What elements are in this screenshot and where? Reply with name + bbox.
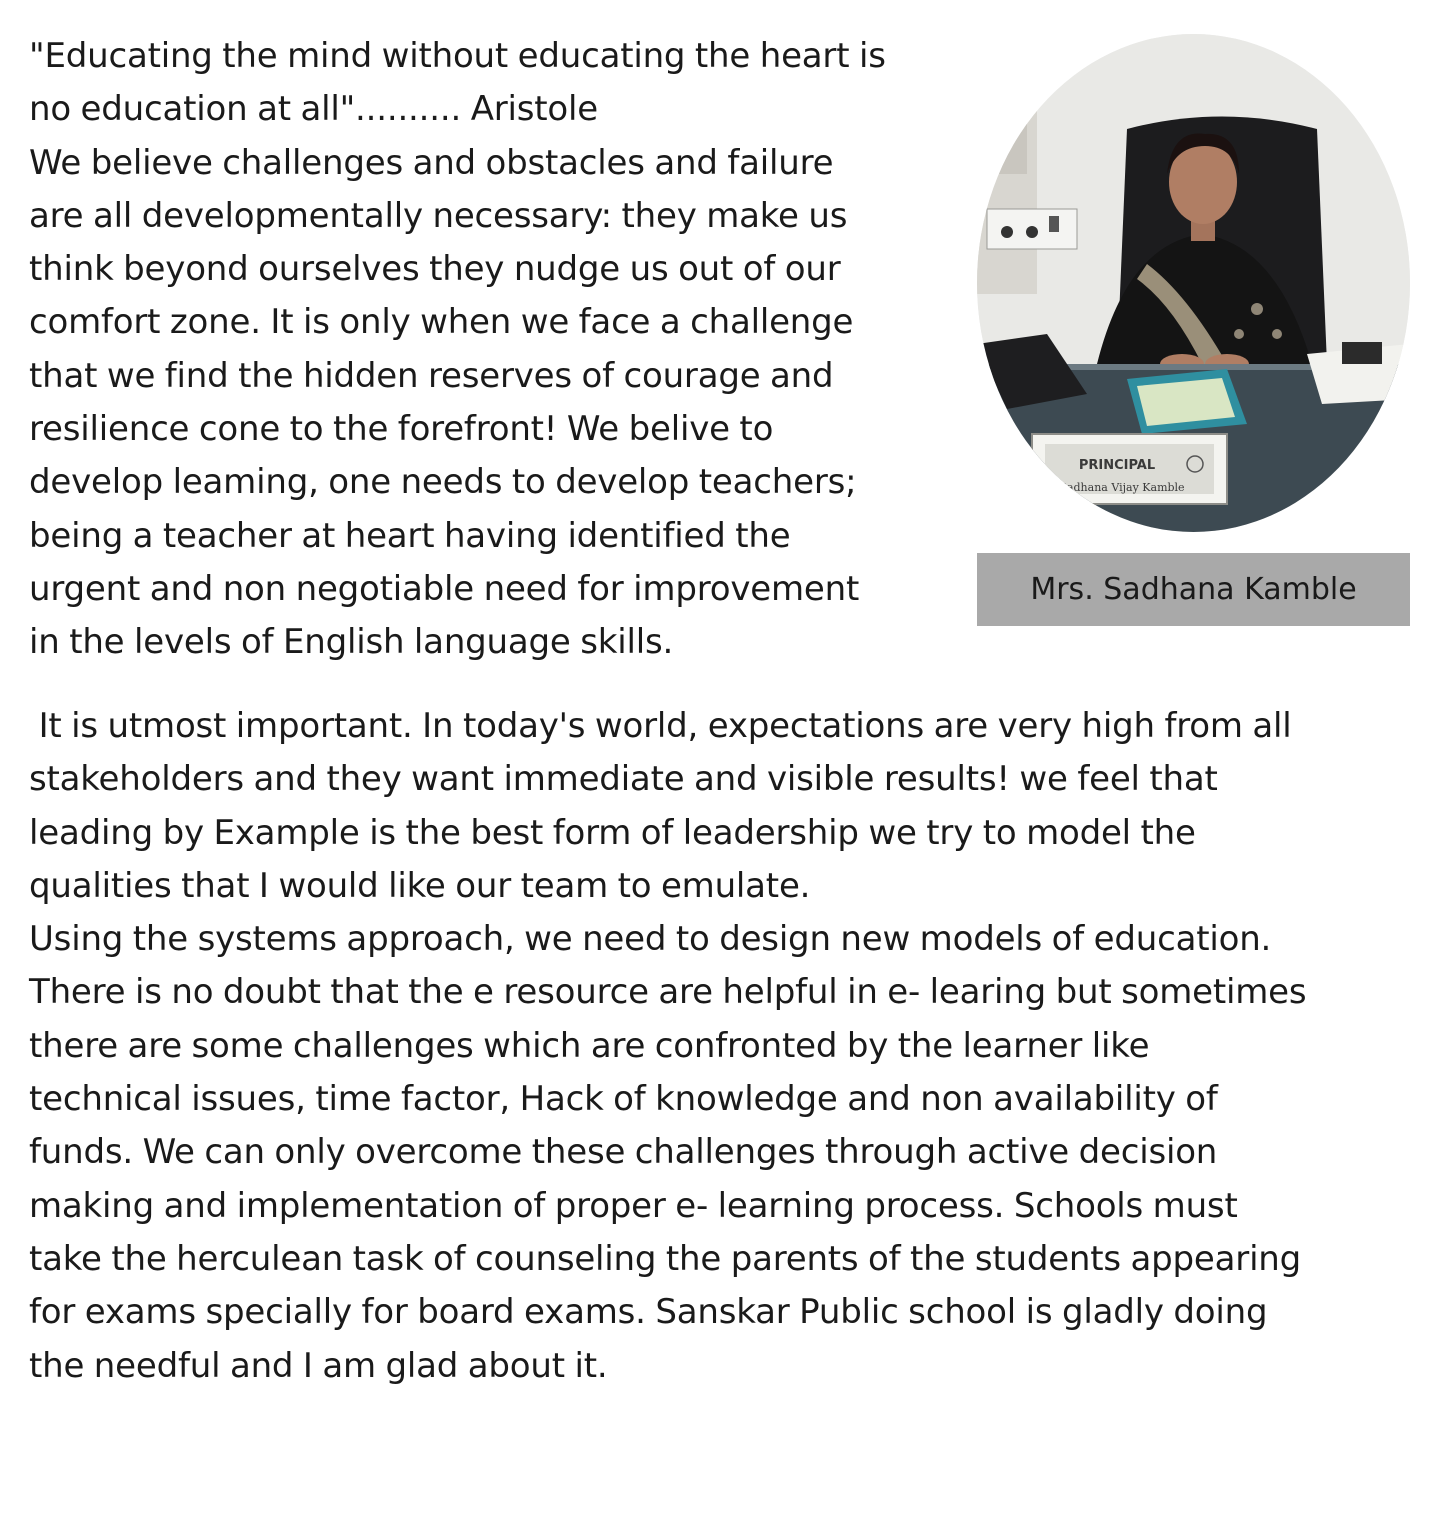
body-line: for exams specially for board exams. Sanskar Public school is gladly doing — [29, 1292, 1268, 1333]
intro-line: "Educating the mind without educating the heart is — [29, 36, 886, 76]
intro-line: develop leaming, one needs to develop teachers; — [29, 462, 857, 503]
intro-line: We believe challenges and obstacles and failure — [29, 142, 834, 183]
intro-paragraph — [29, 30, 886, 670]
body-line: there are some challenges which are confronted by the learner like — [29, 1025, 1150, 1066]
intro-line: think beyond ourselves they nudge us out of our — [29, 249, 841, 290]
body-line: It is utmost important. In today's world, expectations are very high from all — [29, 706, 1292, 746]
intro-line: in the levels of English language skills. — [29, 622, 674, 663]
body-line: funds. We can only overcome these challenges through active decision — [29, 1132, 1218, 1173]
principal-name-caption: Mrs. Sadhana Kamble — [977, 553, 1410, 626]
body-line: making and implementation of proper e- learning process. Schools must — [29, 1185, 1238, 1226]
intro-line: that we find the hidden reserves of courage and — [29, 355, 834, 396]
body-line: qualities that I would like our team to emulate. — [29, 865, 811, 906]
intro-line: being a teacher at heart having identified the — [29, 515, 791, 556]
body-line: There is no doubt that the e resource are helpful in e- learing but sometimes — [29, 972, 1307, 1013]
principal-photo — [977, 34, 1410, 532]
intro-line: are all developmentally necessary: they make us — [29, 195, 848, 236]
body-line: technical issues, time factor, Hack of knowledge and non availability of — [29, 1079, 1218, 1120]
intro-line: resilience cone to the forefront! We belive to — [29, 409, 774, 450]
body-line: the needful and I am glad about it. — [29, 1345, 608, 1386]
body-line: Using the systems approach, we need to design new models of education. — [29, 919, 1272, 960]
nameplate-title: PRINCIPAL — [1078, 458, 1156, 473]
body-line: leading by Example is the best form of leadership we try to model the — [29, 812, 1196, 853]
intro-line: comfort zone. It is only when we face a challenge — [29, 302, 854, 343]
intro-line: no education at all".......... Aristole — [29, 89, 598, 130]
intro-line: urgent and non negotiable need for improvement — [29, 568, 860, 609]
body-paragraph — [29, 700, 1306, 1393]
body-line: stakeholders and they want immediate and visible results! we feel that — [29, 759, 1218, 800]
nameplate-name: Sadhana Vijay Kamble — [1059, 481, 1185, 494]
body-line: take the herculean task of counseling the parents of the students appearing — [29, 1238, 1302, 1279]
